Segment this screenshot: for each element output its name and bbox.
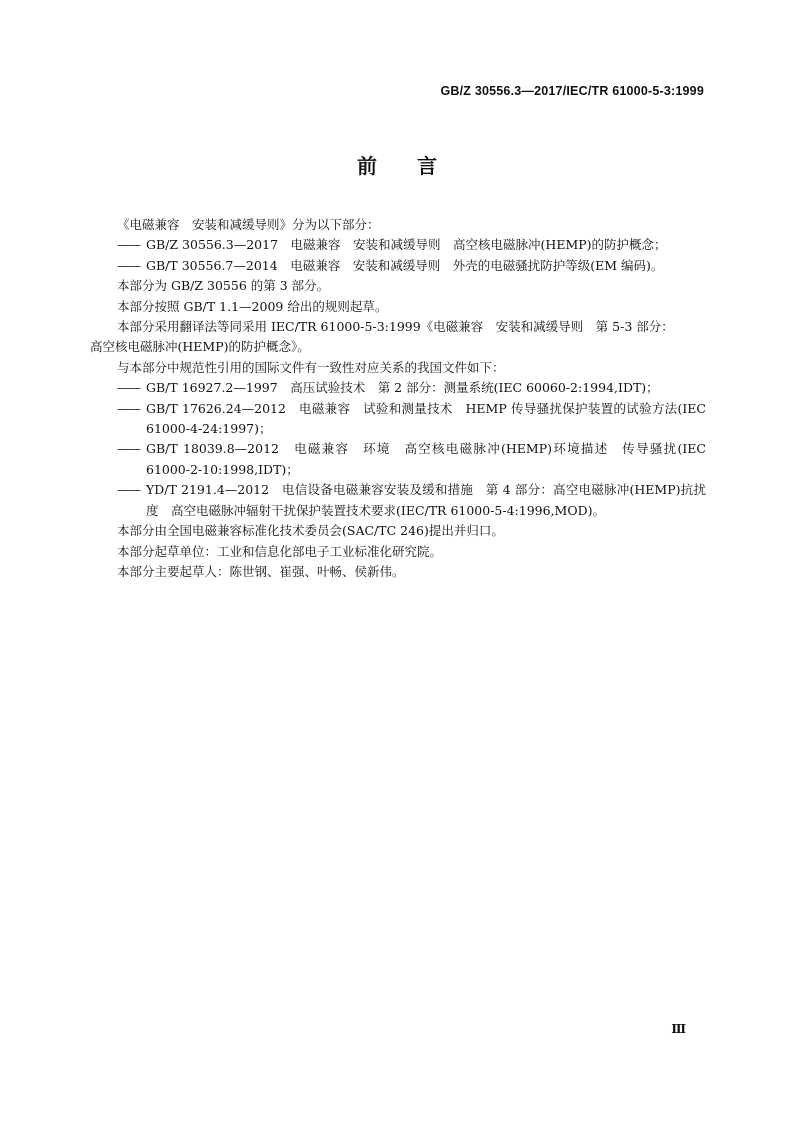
adoption-paragraph: 本部分采用翻译法等同采用 IEC/TR 61000-5-3:1999《电磁兼容 安装和减缓导则 第 5-3 部分： <box>117 319 674 335</box>
reference-text: GB/T 16927.2—1997 高压试验技术 第 2 部分：测量系统(IEC 60060-2:1994,IDT)； <box>146 380 659 396</box>
adoption-paragraph-continued: 高空核电磁脉冲(HEMP)的防护概念》。 <box>90 339 310 355</box>
dash-marker: —— <box>117 400 140 416</box>
reference-text: GB/T 18039.8—2012 电磁兼容 环境 高空核电磁脉冲(HEMP)环境描述 传导骚扰(IEC 61000-2-10:1998,IDT)； <box>146 441 706 477</box>
part-text: GB/T 30556.7—2014 电磁兼容 安装和减缓导则 外壳的电磁骚扰防护等级(EM 编码)。 <box>146 257 664 273</box>
page-number: Ⅲ <box>671 1022 686 1036</box>
part-list-item <box>90 235 706 255</box>
reference-list-item <box>90 439 706 480</box>
drafting-rules-paragraph: 本部分按照 GB/T 1.1—2009 给出的规则起草。 <box>117 298 388 314</box>
part-text: GB/Z 30556.3—2017 电磁兼容 安装和减缓导则 高空核电磁脉冲(HEMP)的防护概念； <box>146 237 667 253</box>
dash-marker: —— <box>117 380 140 396</box>
foreword-body <box>90 215 706 582</box>
reference-text: YD/T 2191.4—2012 电信设备电磁兼容安装及缓和措施 第 4 部分：高空电磁脉冲(HEMP)抗扰度 高空电磁脉冲辐射干扰保护装置技术要求(IEC/TR 61000-5-4:1996,MOD)。 <box>146 482 706 518</box>
intro-paragraph: 《电磁兼容 安装和减缓导则》分为以下部分： <box>117 217 380 232</box>
dash-marker: —— <box>117 257 140 273</box>
standard-code-header: GB/Z 30556.3—2017/IEC/TR 61000-5-3:1999 <box>440 84 704 98</box>
drafters-paragraph: 本部分主要起草人：陈世钢、崔强、叶畅、侯新伟。 <box>117 563 405 579</box>
drafting-unit-paragraph: 本部分起草单位：工业和信息化部电子工业标准化研究院。 <box>117 543 443 559</box>
correspondence-intro: 与本部分中规范性引用的国际文件有一致性对应关系的我国文件如下： <box>117 359 505 375</box>
dash-marker: —— <box>117 482 140 498</box>
reference-list-item <box>90 399 706 440</box>
part-list-item <box>90 256 706 276</box>
reference-list-item <box>90 378 706 398</box>
page-title: 前言 <box>357 154 477 178</box>
dash-marker: —— <box>117 441 140 457</box>
reference-text: GB/T 17626.24—2012 电磁兼容 试验和测量技术 HEMP 传导骚扰保护装置的试验方法(IEC 61000-4-24:1997)； <box>146 400 706 437</box>
part-of-paragraph: 本部分为 GB/Z 30556 的第 3 部分。 <box>117 278 330 294</box>
proposed-by-paragraph: 本部分由全国电磁兼容标准化技术委员会(SAC/TC 246)提出并归口。 <box>117 523 504 539</box>
dash-marker: —— <box>117 237 140 253</box>
reference-list-item <box>90 480 706 521</box>
